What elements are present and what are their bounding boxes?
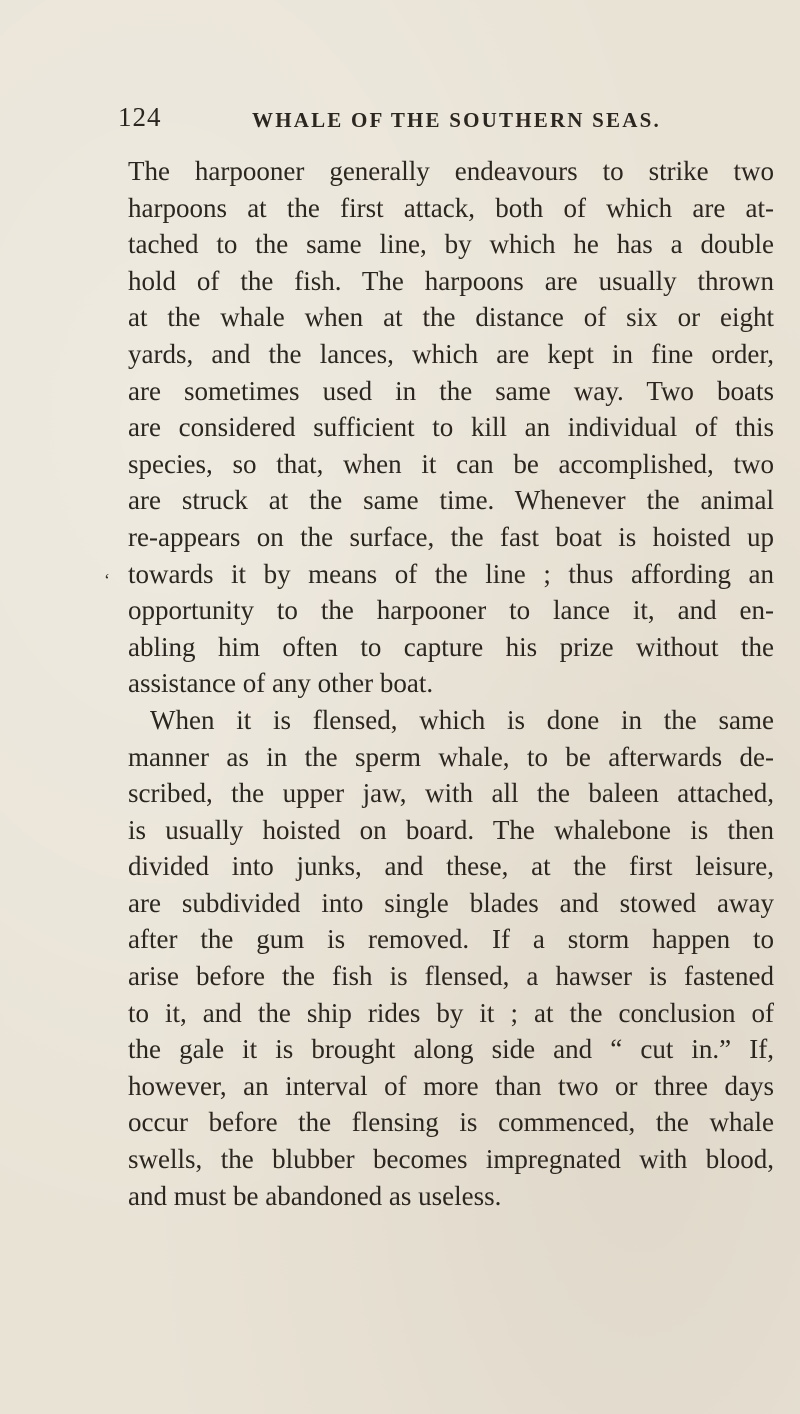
text-line: The harpooner generally endeavours to strike two	[128, 156, 774, 186]
text-line: are considered sufficient to kill an individual of this	[128, 412, 774, 443]
text-line: arise before the fish is flensed, a hawser is fastened	[128, 961, 774, 992]
text-line: scribed, the upper jaw, with all the baleen attached,	[128, 778, 774, 809]
text-line: are subdivided into single blades and stowed away	[128, 887, 774, 918]
text-line: towards it by means of the line ; thus affording an	[128, 558, 774, 589]
text-line: and must be abandoned as useless.	[128, 1180, 502, 1211]
text-line: assistance of any other boat.	[128, 668, 434, 699]
text-line: opportunity to the harpooner to lance it, and en-	[128, 595, 774, 626]
text-line: is usually hoisted on board. The whalebone is then	[128, 814, 774, 845]
running-head	[118, 102, 738, 142]
margin-mark: ‘	[104, 570, 110, 590]
text-line: the gale it is brought along side and “ cut in.” If,	[128, 1034, 774, 1065]
text-line: after the gum is removed. If a storm happen to	[128, 924, 774, 955]
text-line: re-appears on the surface, the fast boat is hoisted up	[128, 521, 774, 552]
paragraph-1	[128, 153, 774, 702]
text-line: harpoons at the first attack, both of which are at-	[128, 192, 774, 223]
paragraph-2	[128, 702, 774, 1214]
text-line: manner as in the sperm whale, to be afterwards de-	[128, 741, 774, 772]
text-line: are struck at the same time. Whenever the animal	[128, 485, 774, 516]
text-line: at the whale when at the distance of six or eight	[128, 302, 774, 333]
text-line: yards, and the lances, which are kept in fine order,	[128, 338, 774, 369]
text-line: When it is flensed, which is done in the same	[150, 704, 774, 735]
text-line: hold of the fish. The harpoons are usually thrown	[128, 265, 774, 296]
text-line: divided into junks, and these, at the first leisure,	[128, 851, 774, 882]
page-number: 124	[118, 102, 162, 132]
text-line: abling him often to capture his prize without the	[128, 631, 774, 662]
text-line: tached to the same line, by which he has a double	[128, 229, 774, 260]
text-line: swells, the blubber becomes impregnated with blood,	[128, 1144, 774, 1175]
text-line: to it, and the ship rides by it ; at the conclusion of	[128, 997, 774, 1028]
text-line: are sometimes used in the same way. Two boats	[128, 375, 774, 406]
text-line: however, an interval of more than two or three days	[128, 1070, 774, 1101]
body-text	[128, 153, 774, 1214]
text-line: occur before the flensing is commenced, the whale	[128, 1107, 774, 1138]
text-line: species, so that, when it can be accomplished, two	[128, 448, 774, 479]
running-title: WHALE OF THE SOUTHERN SEAS.	[252, 108, 661, 132]
